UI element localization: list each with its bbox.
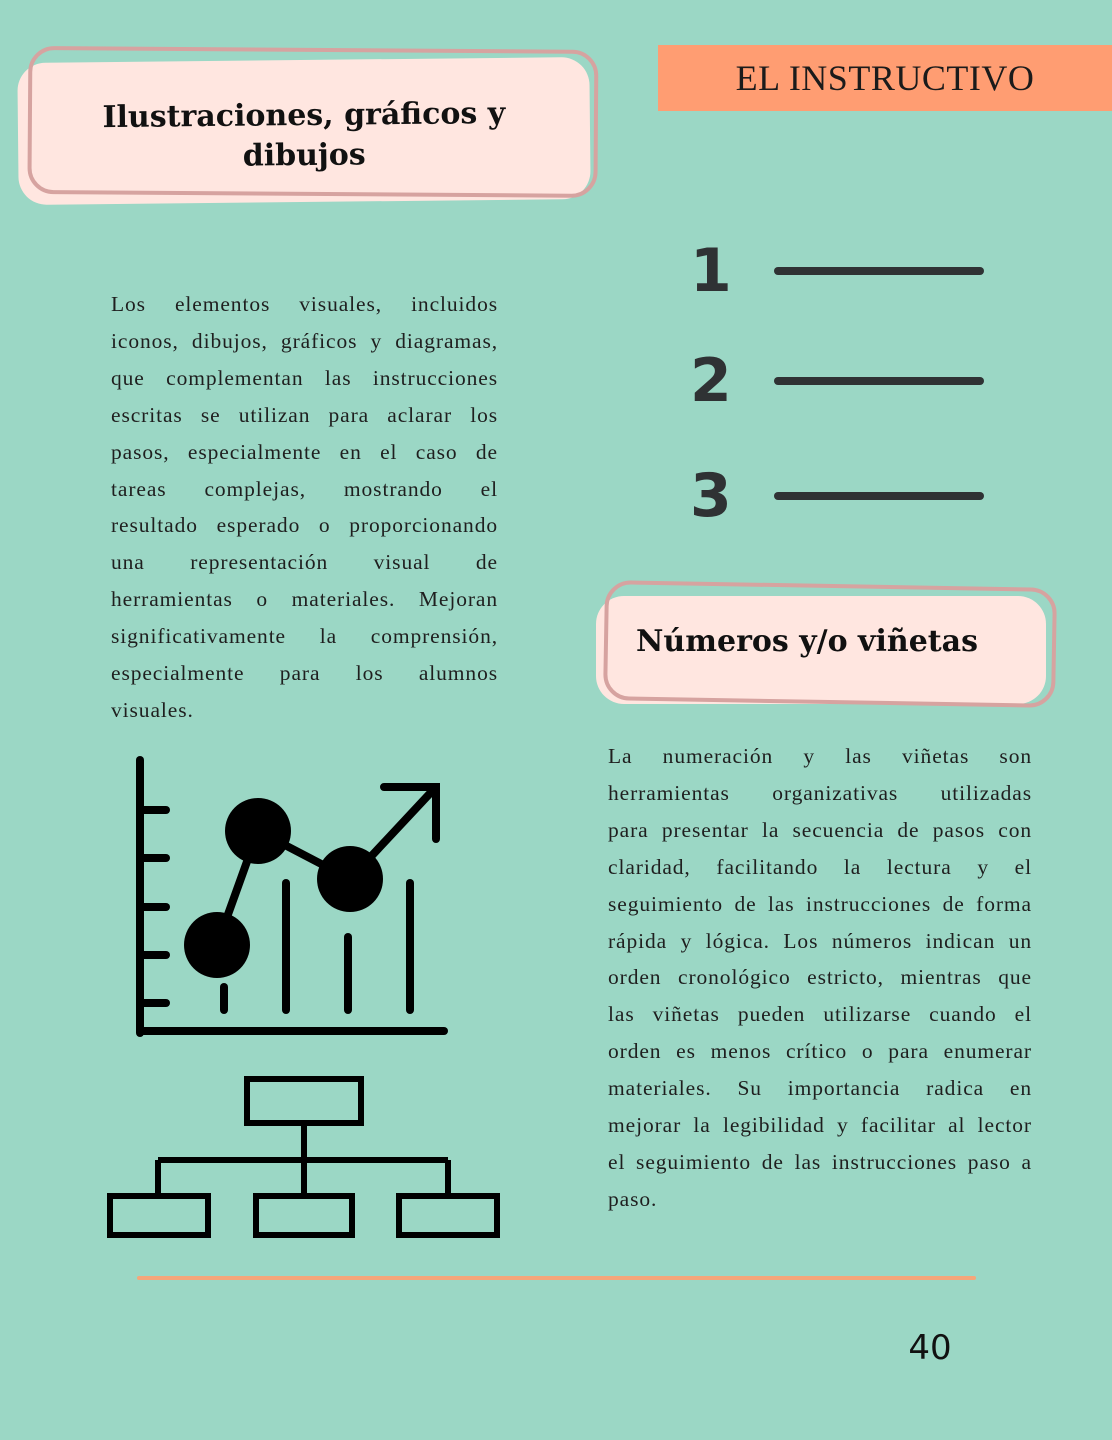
page-number: 40 bbox=[908, 1328, 952, 1368]
section-title-numbers: Números y/o viñetas bbox=[636, 624, 978, 659]
number-line bbox=[774, 267, 984, 275]
section-title-illustrations: Ilustraciones, gráficos y dibujos bbox=[102, 95, 506, 174]
number-line bbox=[774, 492, 984, 500]
growth-chart-icon bbox=[128, 755, 458, 1040]
paragraph-line: orden es menos crítico o para enumerar bbox=[608, 1039, 1032, 1064]
paragraph-line: claridad, facilitando la lectura y el bbox=[608, 854, 1032, 879]
numbered-item-2 bbox=[690, 346, 990, 416]
paragraph-line: especialmente para los alumnos bbox=[111, 661, 498, 686]
numbers-paragraph bbox=[608, 738, 1032, 1218]
section-title-box-illustrations bbox=[17, 57, 590, 205]
paragraph-line: visuales. bbox=[111, 697, 194, 722]
header-tag: EL INSTRUCTIVO bbox=[658, 45, 1112, 111]
footer-divider bbox=[137, 1276, 976, 1280]
paragraph-line: escritas se utilizan para aclarar los bbox=[111, 402, 498, 427]
numbered-item-1 bbox=[690, 236, 990, 306]
paragraph-line: La numeración y las viñetas son bbox=[608, 744, 1032, 768]
paragraph-line: materiales. Su importancia radica en bbox=[608, 1076, 1032, 1101]
paragraph-line: las viñetas pueden utilizarse cuando el bbox=[608, 1002, 1032, 1027]
paragraph-line: el seguimiento de las instrucciones paso a bbox=[608, 1149, 1032, 1174]
paragraph-line: mejorar la legibilidad y facilitar al lector bbox=[608, 1113, 1032, 1138]
paragraph-line: orden cronológico estricto, mientras que bbox=[608, 965, 1032, 990]
numbered-item-3 bbox=[690, 461, 990, 531]
paragraph-line: seguimiento de las instrucciones de forma bbox=[608, 891, 1032, 916]
org-chart-icon bbox=[106, 1074, 502, 1242]
paragraph-line: herramientas organizativas utilizadas bbox=[608, 780, 1032, 805]
section-title-box-numbers bbox=[596, 596, 1046, 704]
paragraph-line: herramientas o materiales. Mejoran bbox=[111, 587, 498, 612]
paragraph-line: para presentar la secuencia de pasos con bbox=[608, 817, 1032, 842]
number-line bbox=[774, 377, 984, 385]
number-label: 1 bbox=[690, 236, 732, 306]
paragraph-line: tareas complejas, mostrando el bbox=[111, 476, 498, 501]
paragraph-line: significativamente la comprensión, bbox=[111, 624, 498, 649]
paragraph-line: Los elementos visuales, incluidos bbox=[111, 292, 498, 316]
paragraph-line: iconos, dibujos, gráficos y diagramas, bbox=[111, 328, 498, 353]
paragraph-line: paso. bbox=[608, 1186, 658, 1211]
paragraph-line: resultado esperado o proporcionando bbox=[111, 513, 498, 538]
paragraph-line: pasos, especialmente en el caso de bbox=[111, 439, 498, 464]
paragraph-line: rápida y lógica. Los números indican un bbox=[608, 928, 1032, 953]
number-label: 3 bbox=[690, 461, 732, 531]
paragraph-line: que complementan las instrucciones bbox=[111, 365, 498, 390]
paragraph-line: una representación visual de bbox=[111, 550, 498, 575]
number-label: 2 bbox=[690, 346, 732, 416]
illustrations-paragraph bbox=[111, 286, 498, 729]
